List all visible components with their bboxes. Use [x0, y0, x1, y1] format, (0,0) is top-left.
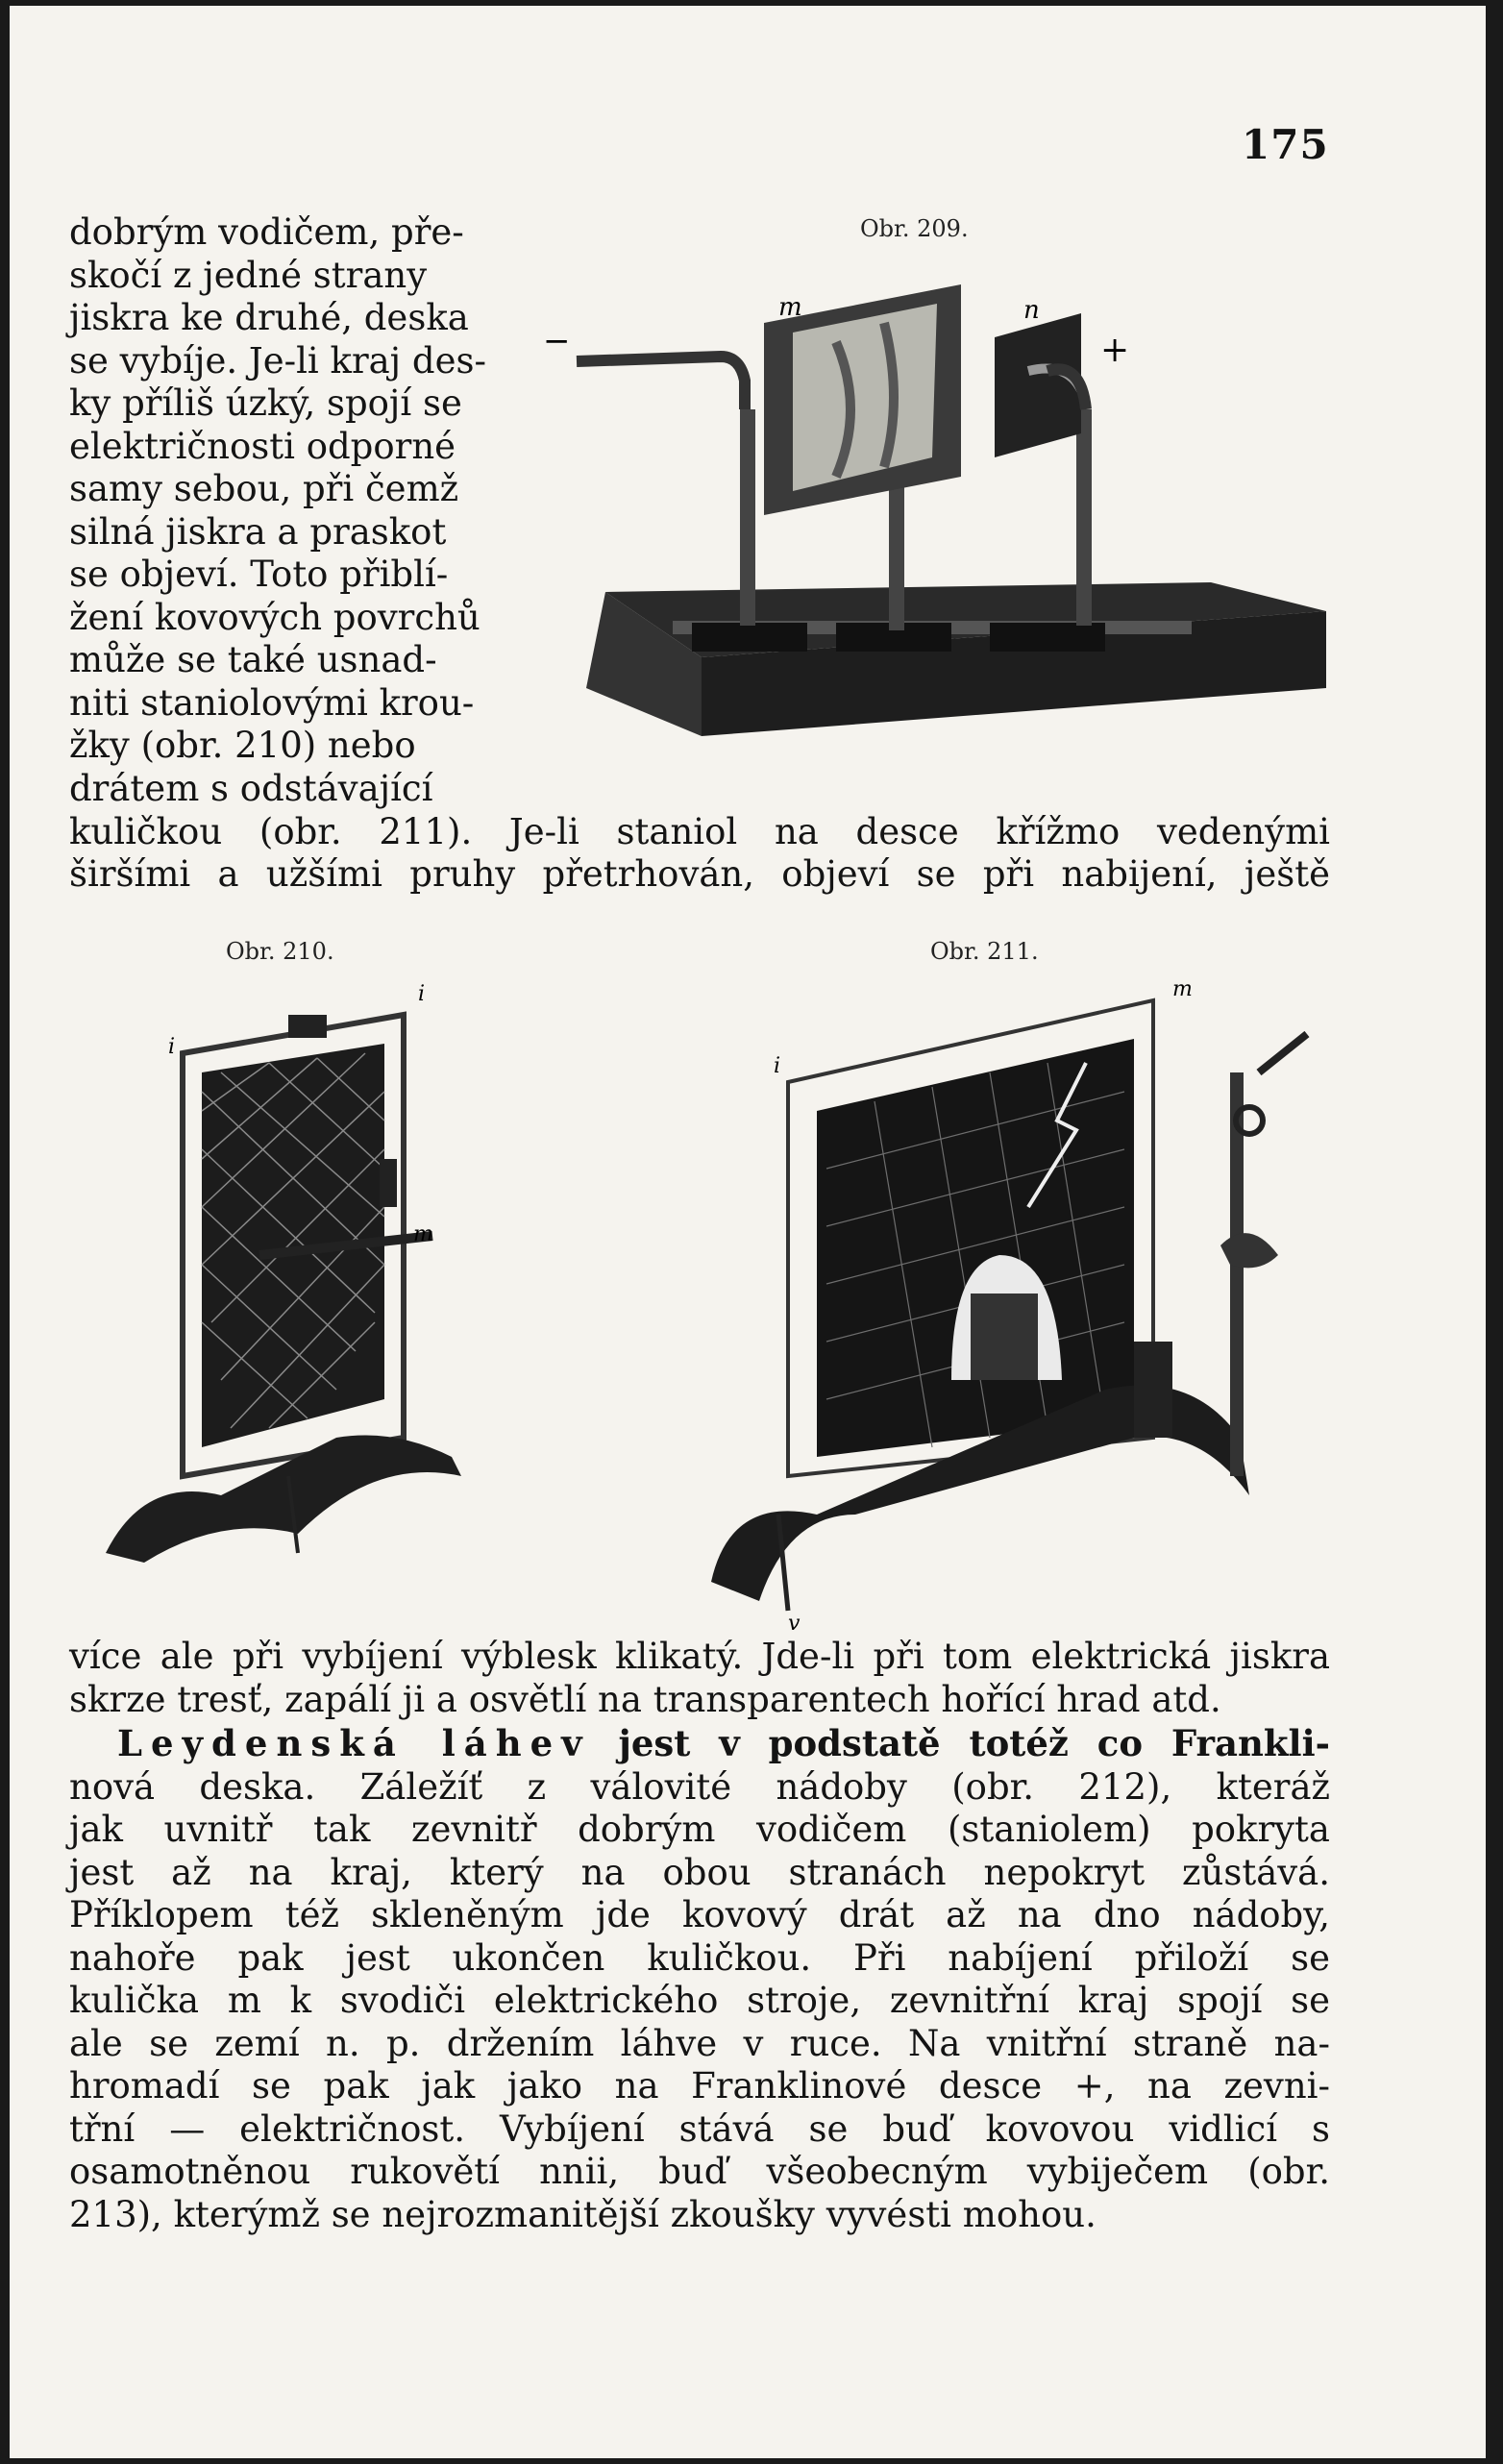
text-line-first-rest: jest v podstatě totéž co Frankli-: [618, 1722, 1330, 1764]
fig-210-illustration: [86, 976, 509, 1572]
fig-211-illustration: [682, 976, 1355, 1636]
text-line: nová deska. Záležíť z válovité nádoby (obr. 212), kteráž: [69, 1765, 1330, 1808]
text-line: električnosti odporné: [69, 425, 456, 467]
text-line: třní — električnost. Vybíjení stává se buď kovovou vidlicí s: [69, 2107, 1330, 2150]
svg-text:n: n: [1023, 296, 1040, 325]
text-line: více ale při vybíjení výblesk klikatý. Jde-li při tom elektrická jiskra: [69, 1636, 1330, 1677]
text-line: drátem s odstávající: [69, 767, 433, 809]
svg-text:−: −: [543, 322, 571, 360]
text-line: samy sebou, při čemž: [69, 468, 459, 509]
book-page: [10, 6, 1486, 2458]
svg-text:i: i: [418, 982, 426, 1006]
text-line: skočí z jedné strany: [69, 254, 428, 296]
text-line: kulička m k svodiči elektrického stroje, zevnitřní kraj spojí se: [69, 1980, 1330, 2021]
svg-text:i: i: [774, 1054, 781, 1078]
svg-text:v: v: [788, 1612, 801, 1636]
paragraph-leyden-jar: [69, 1722, 1330, 2236]
text-line: se vybíje. Je-li kraj des-: [69, 339, 486, 382]
text-line: Příklopem též skleněným jde kovový drát až na dno nádoby,: [69, 1894, 1330, 1935]
fig-209-illustration: [543, 265, 1326, 746]
text-line: dobrým vodičem, pře-: [69, 211, 464, 253]
fig-211-caption: Obr. 211.: [930, 938, 1039, 965]
text-line: jiskra ke druhé, deska: [69, 297, 469, 338]
text-line-first: [69, 1722, 1330, 1766]
svg-text:m: m: [413, 1222, 433, 1246]
text-line: ky příliš úzký, spojí se: [69, 382, 462, 424]
text-line: skrze tresť, zapálí ji a osvětlí na transparentech hořící hrad atd.: [69, 1678, 1221, 1720]
text-line: jak uvnitř tak zevnitř dobrým vodičem (staniolem) pokryta: [69, 1809, 1330, 1850]
spaced-term: Leydenská láhev: [117, 1722, 591, 1764]
text-line: ale se zemí n. p. držením láhve v ruce. Na vnitřní straně na-: [69, 2022, 1330, 2064]
svg-text:m: m: [778, 293, 802, 322]
text-line: žení kovových povrchů: [69, 596, 480, 638]
text-line: 213), kterýmž se nejrozmanitější zkoušky vyvésti mohou.: [69, 2193, 1096, 2235]
paragraph-after-figures: [69, 1636, 1330, 1721]
text-line: niti staniolovými krou-: [69, 681, 475, 724]
text-line: hromadí se pak jak jako na Franklinové desce +, na zevni-: [69, 2065, 1330, 2107]
svg-text:+: +: [1100, 331, 1130, 370]
fig-209-caption: Obr. 209.: [860, 215, 969, 242]
text-line: nahoře pak jest ukončen kuličkou. Při nabíjení přiloží se: [69, 1936, 1330, 1979]
text-line: může se také usnad-: [69, 639, 437, 680]
page-number: 175: [1242, 121, 1329, 168]
text-line: žky (obr. 210) nebo: [69, 725, 416, 766]
text-line: se objeví. Toto přiblí-: [69, 554, 449, 595]
text-line: jest až na kraj, který na obou stranách nepokryt zůstává.: [69, 1851, 1330, 1893]
wrap-text-block: [69, 211, 530, 810]
text-line: silná jiskra a praskot: [69, 510, 447, 553]
text-line: kuličkou (obr. 211). Je-li staniol na desce křížmo vedenými: [69, 811, 1330, 852]
text-line: osamotněnou rukovětí nnii, buď všeobecným vybiječem (obr.: [69, 2151, 1330, 2192]
svg-text:i: i: [168, 1035, 176, 1059]
svg-text:m: m: [1172, 977, 1193, 1001]
fig-210-caption: Obr. 210.: [226, 938, 334, 965]
text-line: širšími a užšími pruhy přetrhován, objeví se při nabijení, ještě: [69, 853, 1330, 895]
